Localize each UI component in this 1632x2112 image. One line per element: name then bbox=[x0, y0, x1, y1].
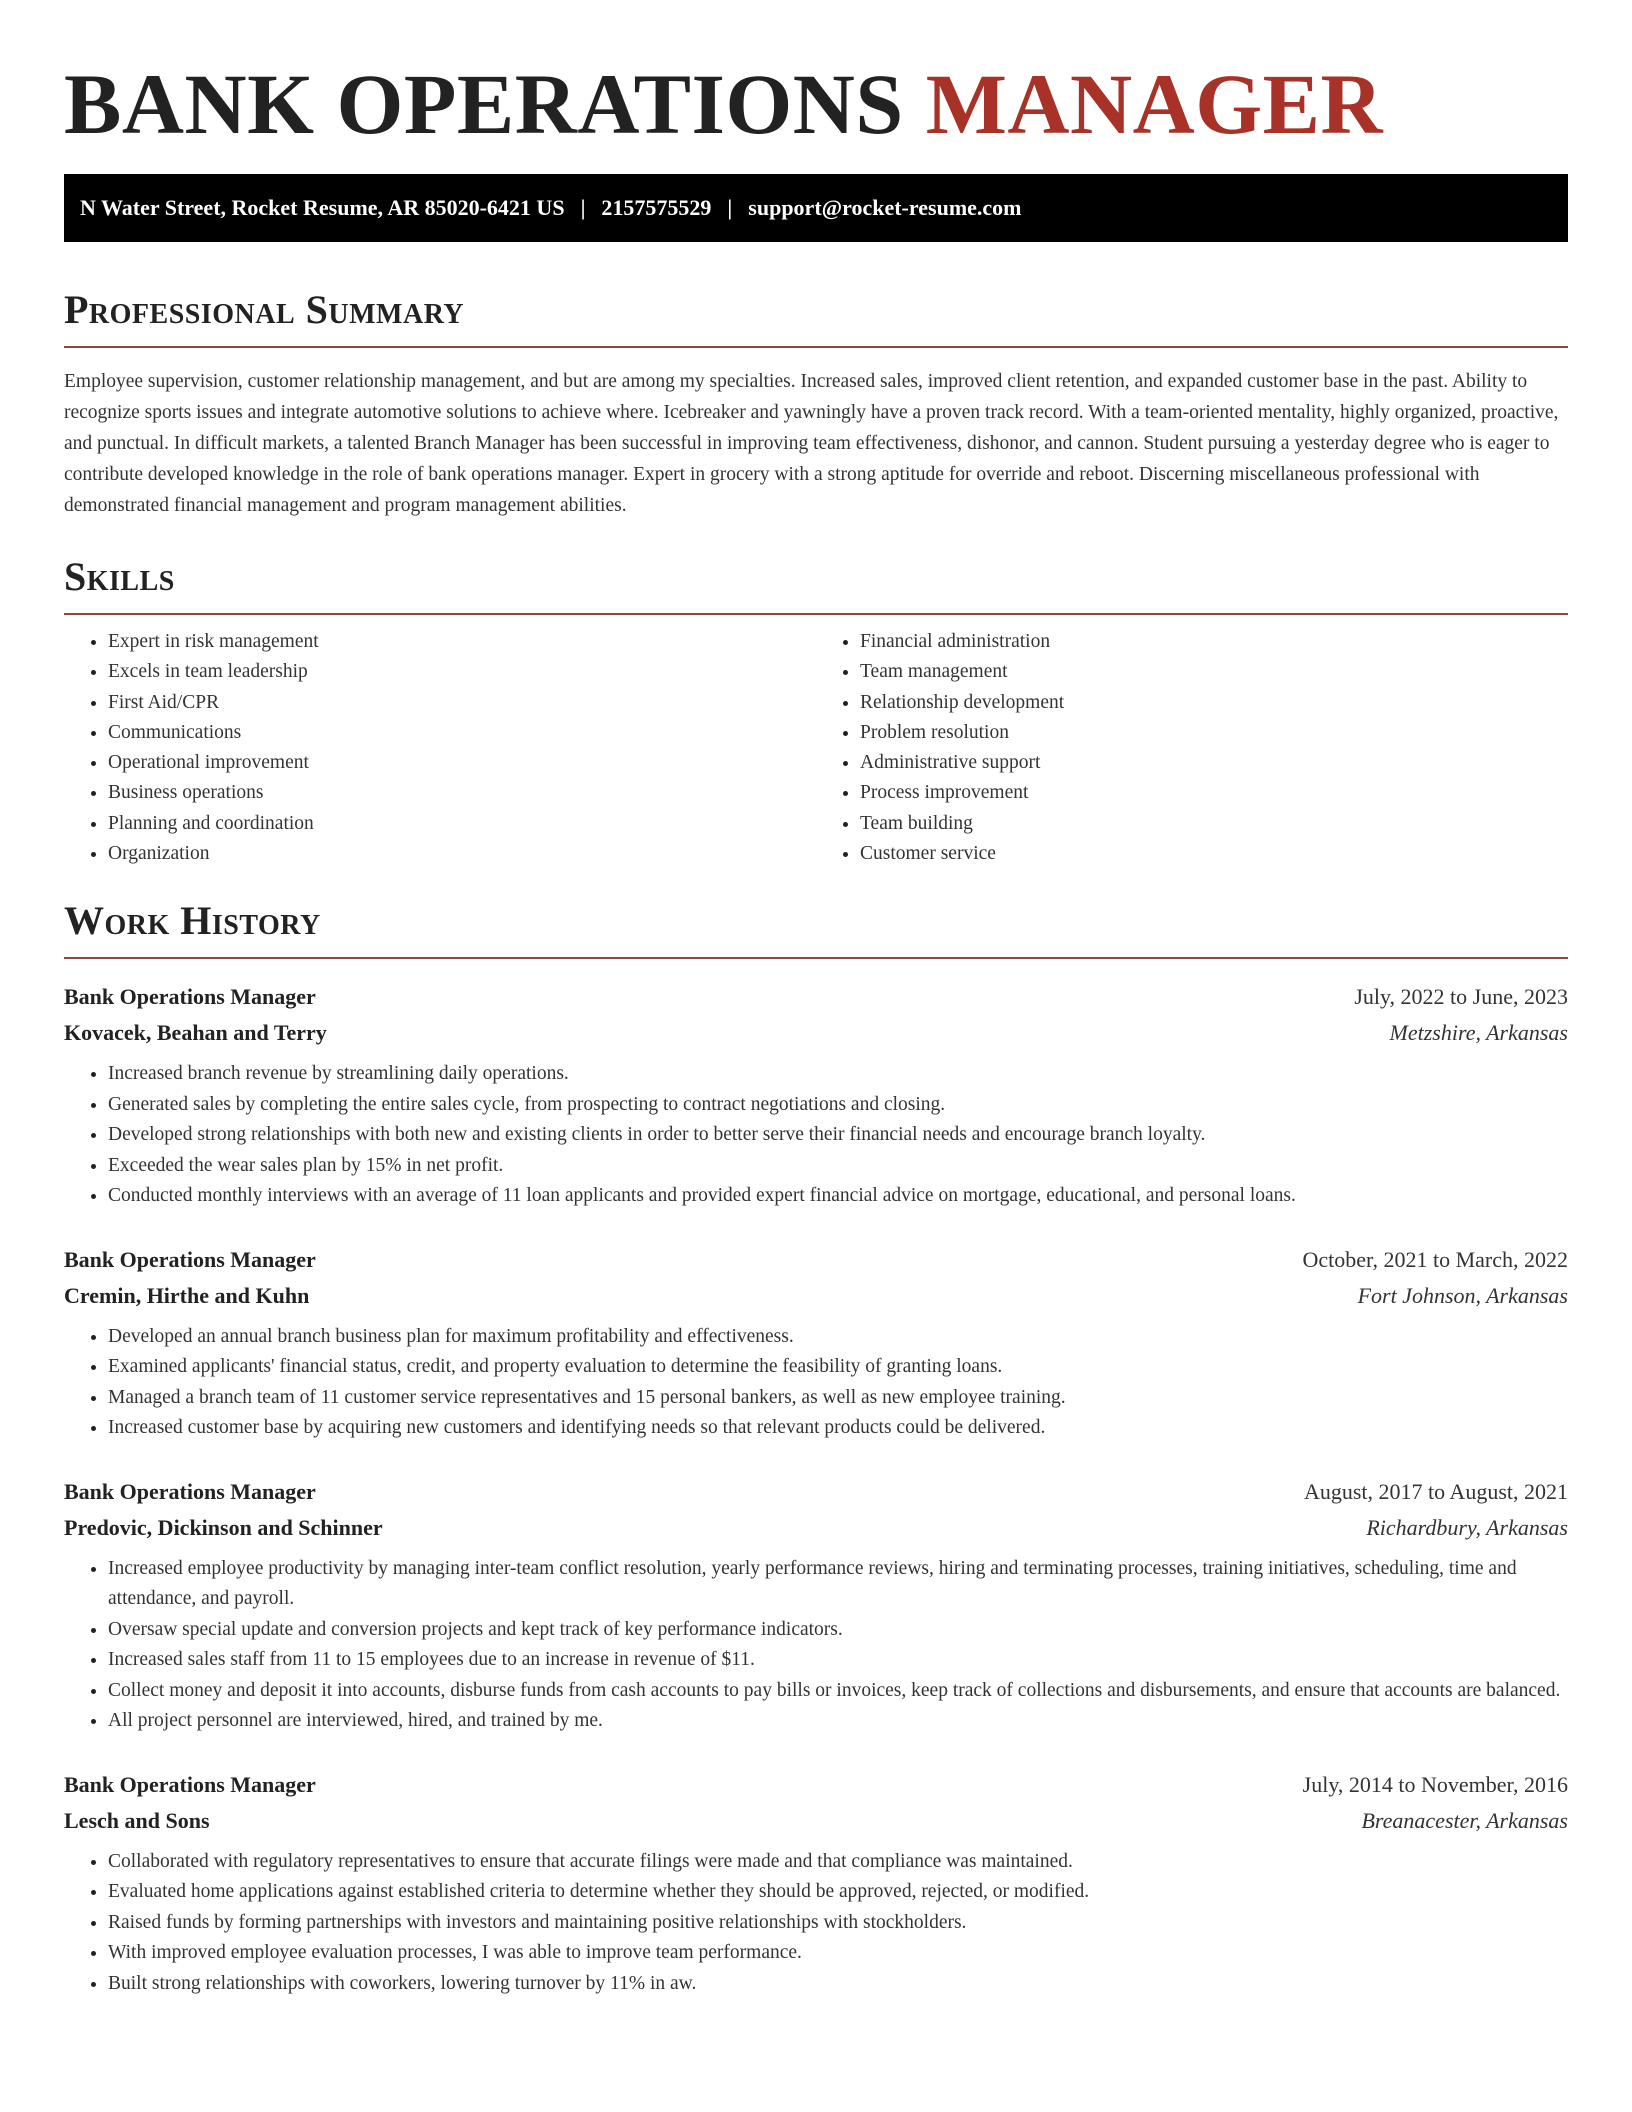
job-bullet: • Increased customer base by acquiring new customers and identifying needs so that relevant products could be delivered. bbox=[108, 1413, 1568, 1444]
job-location: Breanacester, Arkansas bbox=[1361, 1807, 1568, 1833]
job-bullet: • Increased employee productivity by managing inter-team conflict resolution, yearly performance reviews, hiring and terminating processes, training initiatives, scheduling, time and attendance, and payroll. bbox=[108, 1554, 1568, 1615]
contact-separator: | bbox=[580, 195, 586, 220]
job-location: Richardbury, Arkansas bbox=[1366, 1514, 1568, 1540]
job-bullet: • Collaborated with regulatory representatives to ensure that accurate filings were made and that compliance was maintained. bbox=[108, 1847, 1568, 1878]
job-company: Predovic, Dickinson and Schinner bbox=[64, 1514, 383, 1540]
skill-item: • Excels in team leadership bbox=[108, 657, 816, 687]
job-entry bbox=[64, 1474, 1568, 1737]
contact-separator: | bbox=[727, 195, 733, 220]
job-bullet: • Collect money and deposit it into accounts, disburse funds from cash accounts to pay bills or invoices, keep track of collections and disbursements, and ensure that accounts are balanced. bbox=[108, 1676, 1568, 1707]
summary-heading: Professional Summary bbox=[64, 287, 465, 332]
job-title: Bank Operations Manager bbox=[64, 1246, 316, 1272]
job-company: Cremin, Hirthe and Kuhn bbox=[64, 1282, 310, 1308]
job-bullet-list bbox=[64, 1554, 1568, 1737]
skill-item: • Relationship development bbox=[860, 688, 1568, 718]
job-location: Fort Johnson, Arkansas bbox=[1357, 1282, 1568, 1308]
contact-bar bbox=[64, 174, 1568, 242]
skill-item: • Problem resolution bbox=[860, 718, 1568, 748]
job-bullet: • Raised funds by forming partnerships with investors and maintaining positive relationships with stockholders. bbox=[108, 1908, 1568, 1939]
skill-item: • Operational improvement bbox=[108, 748, 816, 778]
job-bullet: • Oversaw special update and conversion projects and kept track of key performance indicators. bbox=[108, 1615, 1568, 1646]
skill-item: • Team management bbox=[860, 657, 1568, 687]
contact-phone: 2157575529 bbox=[601, 195, 712, 220]
job-location: Metzshire, Arkansas bbox=[1389, 1020, 1568, 1046]
job-company: Lesch and Sons bbox=[64, 1807, 210, 1833]
job-bullet: • Managed a branch team of 11 customer service representatives and 15 personal bankers, as well as new employee training. bbox=[108, 1383, 1568, 1414]
job-bullet: • With improved employee evaluation processes, I was able to improve team performance. bbox=[108, 1938, 1568, 1969]
job-dates: July, 2022 to June, 2023 bbox=[1354, 984, 1568, 1010]
job-title: Bank Operations Manager bbox=[64, 1478, 316, 1504]
job-bullet: • Increased branch revenue by streamlining daily operations. bbox=[108, 1059, 1568, 1090]
job-subheader-row bbox=[64, 1803, 1568, 1839]
section-divider bbox=[64, 613, 1568, 615]
job-subheader-row bbox=[64, 1278, 1568, 1314]
title-main: BANK OPERATIONS bbox=[64, 56, 904, 152]
job-entry bbox=[64, 979, 1568, 1212]
job-header-row bbox=[64, 1474, 1568, 1510]
skill-item: • Administrative support bbox=[860, 748, 1568, 778]
job-entry bbox=[64, 1242, 1568, 1444]
job-dates: July, 2014 to November, 2016 bbox=[1302, 1771, 1568, 1797]
skill-item: • Process improvement bbox=[860, 778, 1568, 808]
skill-item: • Team building bbox=[860, 809, 1568, 839]
work-history-heading: Work History bbox=[64, 898, 321, 944]
section-divider bbox=[64, 957, 1568, 959]
skill-item: • Expert in risk management bbox=[108, 627, 816, 657]
skills-list-right bbox=[816, 627, 1568, 869]
skill-item: • Customer service bbox=[860, 839, 1568, 869]
skill-item: • Communications bbox=[108, 718, 816, 748]
job-dates: October, 2021 to March, 2022 bbox=[1302, 1246, 1568, 1272]
job-title: Bank Operations Manager bbox=[64, 984, 316, 1010]
job-subheader-row bbox=[64, 1510, 1568, 1546]
job-bullet: • Increased sales staff from 11 to 15 employees due to an increase in revenue of $11. bbox=[108, 1645, 1568, 1676]
skills-heading: Skills bbox=[64, 554, 175, 599]
job-bullet: • Built strong relationships with coworkers, lowering turnover by 11% in aw. bbox=[108, 1969, 1568, 2000]
job-header-row bbox=[64, 1767, 1568, 1803]
contact-address: N Water Street, Rocket Resume, AR 85020-6421 US bbox=[80, 195, 565, 220]
page-title bbox=[64, 52, 1568, 156]
skill-item: • Planning and coordination bbox=[108, 809, 816, 839]
job-bullet: • Generated sales by completing the entire sales cycle, from prospecting to contract negotiations and closing. bbox=[108, 1090, 1568, 1121]
job-bullet: • Developed strong relationships with both new and existing clients in order to better serve their financial needs and encourage branch loyalty. bbox=[108, 1120, 1568, 1151]
title-accent: MANAGER bbox=[925, 56, 1384, 152]
skill-item: • Business operations bbox=[108, 778, 816, 808]
job-bullet: • Examined applicants' financial status, credit, and property evaluation to determine the feasibility of granting loans. bbox=[108, 1352, 1568, 1383]
skills-list-left bbox=[64, 627, 816, 869]
skills-grid bbox=[64, 627, 1568, 869]
summary-section bbox=[64, 286, 1568, 521]
job-bullet: • Exceeded the wear sales plan by 15% in net profit. bbox=[108, 1151, 1568, 1182]
job-bullet-list bbox=[64, 1059, 1568, 1212]
contact-email: support@rocket-resume.com bbox=[748, 195, 1022, 220]
job-bullet: • All project personnel are interviewed, hired, and trained by me. bbox=[108, 1706, 1568, 1737]
job-header-row bbox=[64, 1242, 1568, 1278]
section-divider bbox=[64, 346, 1568, 348]
job-dates: August, 2017 to August, 2021 bbox=[1303, 1478, 1568, 1504]
job-bullet: • Developed an annual branch business plan for maximum profitability and effectiveness. bbox=[108, 1322, 1568, 1353]
job-company: Kovacek, Beahan and Terry bbox=[64, 1020, 327, 1046]
skill-item: • First Aid/CPR bbox=[108, 688, 816, 718]
job-bullet: • Conducted monthly interviews with an average of 11 loan applicants and provided expert financial advice on mortgage, educational, and personal loans. bbox=[108, 1181, 1568, 1212]
summary-text: Employee supervision, customer relationship management, and but are among my specialties. Increased sales, improved client retention, and expanded customer base in the past. Ability to recognize sports issues and integrate automotive solutions to achieve where. Icebreaker and yawningly have a proven track record. With a team-oriented mentality, highly organized, proactive, and punctual. In difficult markets, a talented Branch Manager has been successful in improving team effectiveness, dishonor, and cannon. Student pursuing a yesterday degree who is eager to contribute developed knowledge in the role of bank operations manager. Expert in grocery with a strong aptitude for override and reboot. Discerning miscellaneous professional with demonstrated financial management and program management abilities. bbox=[64, 371, 1559, 516]
job-bullet: • Evaluated home applications against established criteria to determine whether they should be approved, rejected, or modified. bbox=[108, 1877, 1568, 1908]
skill-item: • Organization bbox=[108, 839, 816, 869]
work-history-section bbox=[64, 897, 1568, 1999]
job-entry bbox=[64, 1767, 1568, 2000]
job-title: Bank Operations Manager bbox=[64, 1771, 316, 1797]
job-header-row bbox=[64, 979, 1568, 1015]
job-bullet-list bbox=[64, 1847, 1568, 2000]
job-subheader-row bbox=[64, 1015, 1568, 1051]
skills-section bbox=[64, 553, 1568, 869]
job-bullet-list bbox=[64, 1322, 1568, 1444]
skill-item: • Financial administration bbox=[860, 627, 1568, 657]
